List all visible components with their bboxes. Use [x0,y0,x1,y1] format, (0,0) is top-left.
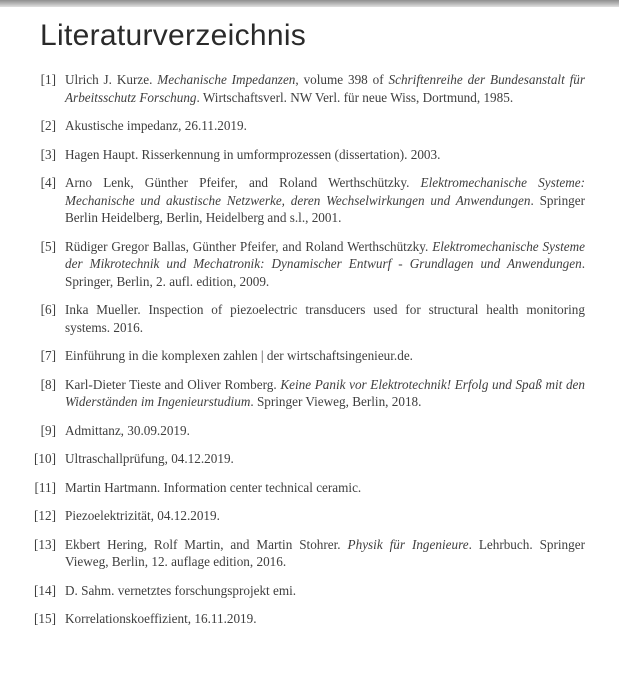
bibliography-entry [31,536,585,571]
entry-text-segment: . Wirtschaftsverl. NW Verl. für neue Wiss, Dortmund, 1985. [196,89,514,105]
entry-label: [13] [34,536,56,552]
entry-text-segment: Akustische impedanz, 26.11.2019. [65,118,247,133]
entry-text-segment: Ekbert Hering, Rolf Martin, and Martin Stohrer. [65,536,348,552]
entry-text [65,146,585,164]
window-top-edge [0,0,619,7]
entry-label: [1] [40,72,56,87]
entry-text [65,479,585,497]
entry-text-segment: Martin Hartmann. Information center technical ceramic. [65,479,362,495]
entry-label: [14] [34,582,56,598]
bibliography-entry [31,301,585,336]
entry-label: [11] [34,479,56,495]
entry-label: [7] [40,348,56,363]
entry-text-segment: Arno Lenk, Günther Pfeifer, and Roland Werthschützky. [65,175,421,190]
entry-text-segment: Ultraschallprüfung, 04.12.2019. [65,451,234,466]
entry-text [65,507,585,525]
bibliography-entry [31,422,585,440]
entry-text [65,71,585,106]
entry-label: [8] [40,376,56,392]
entry-text-italic-segment: Keine Panik vor Elektrotechnik! Erfolg und Spaß mit den Widerständen im Ingenieurstudium [65,376,585,409]
bibliography-entry [31,347,585,365]
entry-text-segment: Karl-Dieter Tieste and Oliver Romberg. [65,376,281,392]
bibliography-entry [31,174,585,227]
entry-label: [12] [34,508,56,523]
entry-text-segment: . Springer Vieweg, Berlin, 2018. [250,394,422,409]
bibliography-entry [31,71,585,106]
entry-text-segment: . Springer, Berlin, 2. aufl. edition, 2009. [65,256,585,289]
entry-text [65,376,585,411]
entry-text [65,582,585,600]
entry-label: [9] [40,422,56,438]
bibliography-list [31,71,585,628]
entry-text [65,422,585,440]
entry-text-segment: . Springer Berlin Heidelberg, Berlin, Heidelberg and s.l., 2001. [65,192,586,225]
entry-label: [6] [40,302,56,317]
entry-label: [3] [40,146,56,162]
entry-text-segment: Admittanz, 30.09.2019. [65,422,190,438]
entry-text-segment: D. Sahm. vernetztes forschungsprojekt emi. [65,582,297,598]
bibliography-entry [31,507,585,525]
entry-text-italic-segment: Physik für Ingenieure [347,536,469,552]
entry-text [65,117,585,135]
entry-label: [15] [34,611,56,626]
entry-text [65,238,585,291]
entry-text-segment: . Lehrbuch. Springer Vieweg, Berlin, 12. auflage edition, 2016. [65,536,585,569]
entry-text [65,347,585,365]
entry-text-segment: Hagen Haupt. Risserkennung in umformprozessen (dissertation). 2003. [65,146,441,162]
entry-text-segment: Inka Mueller. Inspection of piezoelectric transducers used for structural health monitoring systems. 2016. [65,302,585,335]
bibliography-entry [31,146,585,164]
entry-label: [5] [40,238,56,254]
entry-text [65,610,585,628]
bibliography-entry [31,376,585,411]
bibliography-entry [31,582,585,600]
entry-text-italic-segment: Mechanische Impedanzen [157,72,296,87]
entry-label: [10] [34,451,56,466]
entry-text [65,301,585,336]
bibliography-entry [31,117,585,135]
entry-text-segment: Einführung in die komplexen zahlen | der wirtschaftsingenieur.de. [65,348,413,363]
entry-label: [4] [40,175,56,190]
bibliography-entry [31,479,585,497]
bibliography-entry [31,450,585,468]
entry-text-segment: Ulrich J. Kurze. [65,72,158,87]
page-title: Literaturverzeichnis [40,19,307,52]
entry-text-segment: , volume 398 of [295,72,389,87]
entry-label: [2] [40,118,56,133]
entry-text-segment: Korrelationskoeffizient, 16.11.2019. [65,611,257,626]
bibliography-entry [31,610,585,628]
entry-text [65,450,585,468]
entry-text-segment: Piezoelektrizität, 04.12.2019. [65,508,220,523]
entry-text-italic-segment: Elektromechanische Systeme der Mikrotechnik und Mechatronik: Dynamischer Entwurf - Grundlagen und Anwendungen [65,238,586,271]
entry-text-italic-segment: Schriftenreihe der Bundesanstalt für Arbeitsschutz Forschung [65,72,586,105]
entry-text [65,174,585,227]
bibliography-entry [31,238,585,291]
entry-text-segment: Rüdiger Gregor Ballas, Günther Pfeifer, and Roland Werthschützky. [65,238,433,254]
entry-text [65,536,585,571]
entry-text-italic-segment: Elektromechanische Systeme: Mechanische und akustische Netzwerke, deren Wechselwirkungen und Anwendungen [65,175,585,208]
